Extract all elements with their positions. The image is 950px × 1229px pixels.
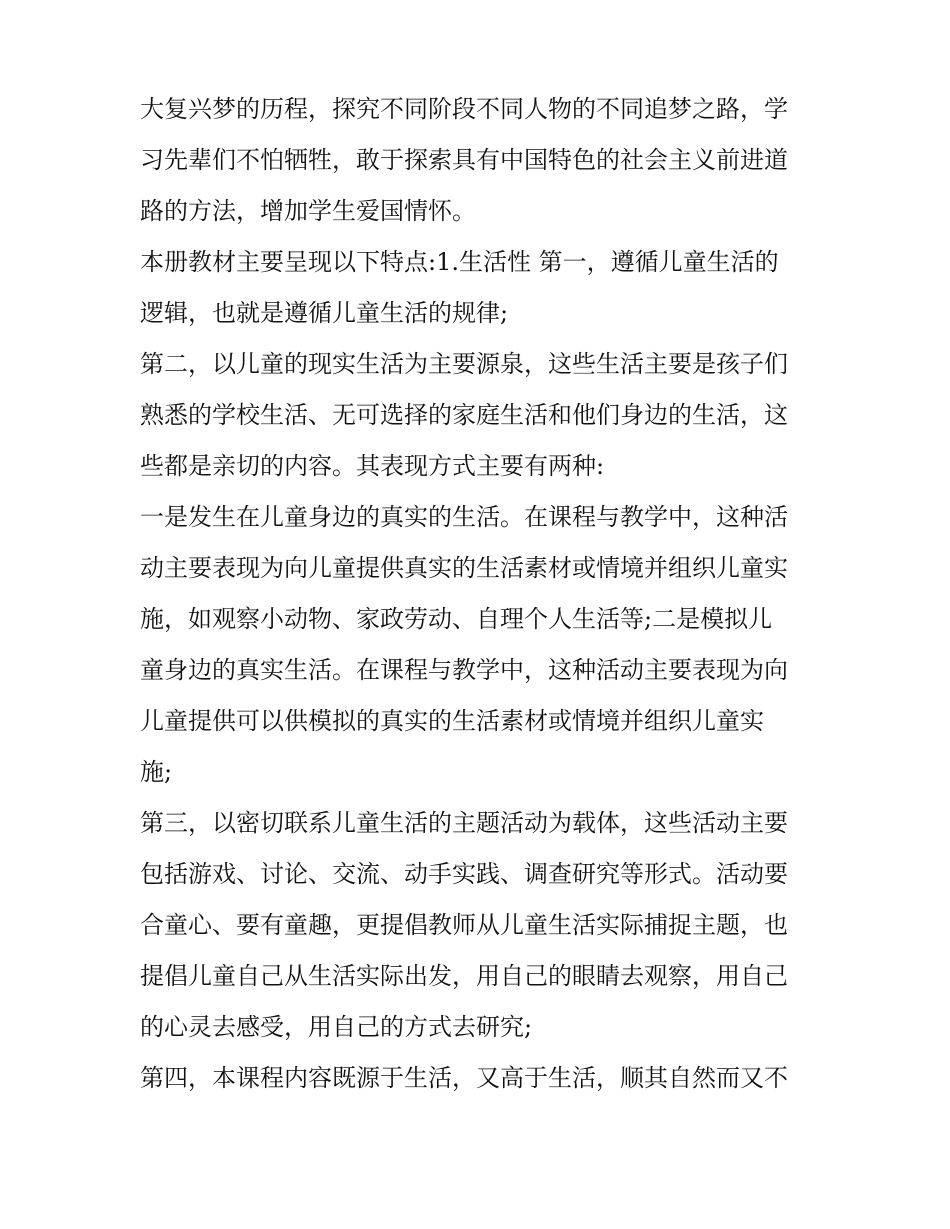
text-line: 施; [140, 758, 173, 786]
text-line: 第四，本课程内容既源于生活，又高于生活，顺其自然而又不 [140, 1064, 788, 1092]
body-text [140, 84, 820, 1104]
text-line: 习先辈们不怕牺牲，敢于探索具有中国特色的社会主义前进道 [140, 146, 788, 174]
text-line: 逻辑，也就是遵循儿童生活的规律; [140, 299, 509, 327]
text-line: 大复兴梦的历程，探究不同阶段不同人物的不同追梦之路，学 [140, 95, 788, 123]
text-line: 儿童提供可以供模拟的真实的生活素材或情境并组织儿童实 [140, 707, 764, 735]
text-line: 第三，以密切联系儿童生活的主题活动为载体，这些活动主要 [140, 809, 788, 837]
text-line: 一是发生在儿童身边的真实的生活。在课程与教学中，这种活 [140, 503, 788, 531]
text-line: 提倡儿童自己从生活实际出发，用自己的眼睛去观察，用自己 [140, 962, 788, 990]
text-line: 童身边的真实生活。在课程与教学中，这种活动主要表现为向 [140, 656, 788, 684]
text-line: 施，如观察小动物、家政劳动、自理个人生活等;二是模拟儿 [140, 605, 773, 633]
text-line: 些都是亲切的内容。其表现方式主要有两种: [140, 452, 605, 480]
text-line: 熟悉的学校生活、无可选择的家庭生活和他们身边的生活，这 [140, 401, 788, 429]
text-line: 第二，以儿童的现实生活为主要源泉，这些生活主要是孩子们 [140, 350, 788, 378]
text-line: 的心灵去感受，用自己的方式去研究; [140, 1013, 533, 1041]
text-line: 合童心、要有童趣，更提倡教师从儿童生活实际捕捉主题，也 [140, 911, 788, 939]
text-line: 包括游戏、讨论、交流、动手实践、调查研究等形式。活动要 [140, 860, 788, 888]
text-line: 本册教材主要呈现以下特点:1.生活性 第一，遵循儿童生活的 [140, 248, 779, 276]
text-line: 动主要表现为向儿童提供真实的生活素材或情境并组织儿童实 [140, 554, 788, 582]
text-line: 路的方法，增加学生爱国情怀。 [140, 197, 476, 225]
